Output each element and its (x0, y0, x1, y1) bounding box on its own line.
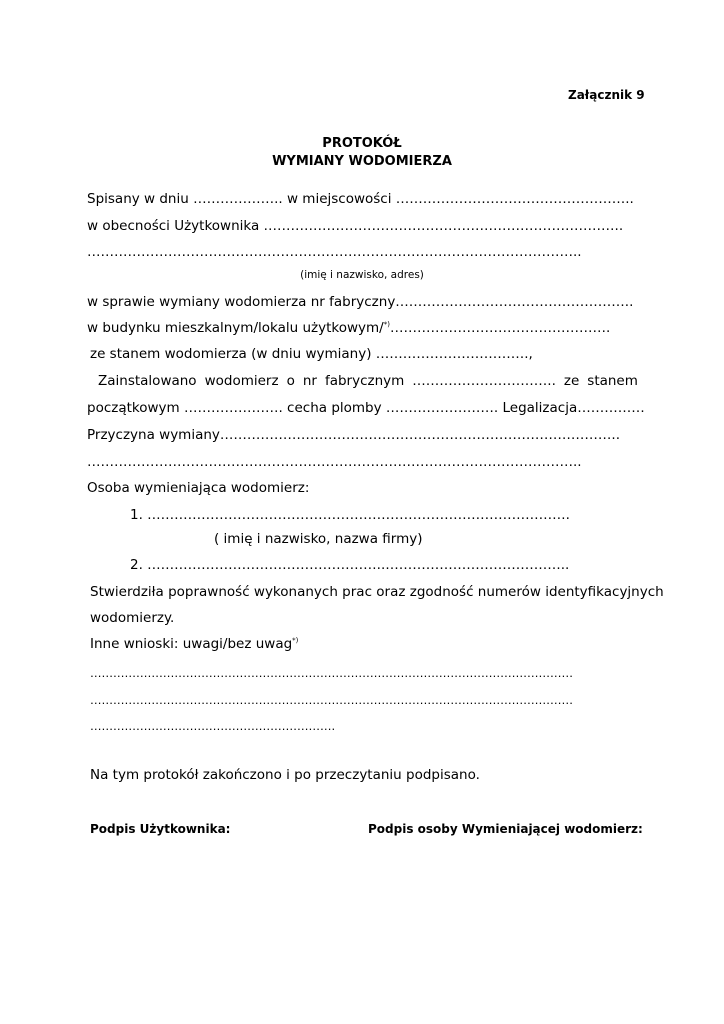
building-dots: …………………………………………. (389, 320, 611, 336)
reason-continuation-line: ……………………………………………………………………………………………….. (87, 454, 582, 470)
replacer-2-line: 2. ……………………………………………..………………………………….. (130, 557, 570, 573)
verification-line-1: Stwierdziła poprawność wykonanych prac oraz zgodność numerów identyfikacyjnych (90, 584, 664, 600)
name-address-caption: (imię i nazwisko, adres) (300, 269, 424, 281)
building-text: w budynku mieszkalnym/lokalu użytkowym/ (87, 320, 384, 336)
initial-reading-line: początkowym …………………. cecha plomby ……………………. Legalizacja…………… (87, 400, 645, 416)
word: o (286, 373, 295, 389)
verification-line-2: wodomierzy. (90, 610, 175, 626)
installed-meter-line (98, 372, 638, 390)
user-address-line: ……………………………………………………………………………………………….. (87, 244, 582, 260)
user-presence-line: w obecności Użytkownika …………………………………………………………………….. (87, 218, 624, 234)
word: ………………………….. (412, 373, 556, 389)
word: Zainstalowano (98, 373, 197, 389)
remarks-dots-3: ………………………………………………………. (90, 719, 336, 733)
footnote-marker: *) (383, 320, 390, 329)
replacer-caption: ( imię i nazwisko, nazwa firmy) (214, 531, 423, 547)
remarks-text: Inne wnioski: uwagi/bez uwag (90, 636, 293, 652)
title-line-1: PROTOKÓŁ (322, 136, 402, 151)
date-place-line: Spisany w dniu ……………….. w miejscowości …………………………………………….. (87, 191, 634, 207)
footnote-marker: *) (292, 636, 299, 645)
closing-statement: Na tym protokół zakończono i po przeczytaniu podpisano. (90, 767, 480, 783)
replacer-signature-label: Podpis osoby Wymieniającej wodomierz: (368, 822, 643, 836)
word: nr (302, 373, 317, 389)
remarks-dots-2: ……………………………………………………………………………………………………………… (90, 693, 573, 707)
replacer-heading: Osoba wymieniająca wodomierz: (87, 480, 310, 496)
word: stanem (587, 373, 638, 389)
remarks-dots-1: ……………………………………………………………………………………………………………… (90, 666, 573, 680)
remarks-line (90, 635, 298, 653)
meter-reading-line: ze stanem wodomierza (w dniu wymiany) ……………………………., (90, 346, 533, 362)
title-line-2: WYMIANY WODOMIERZA (272, 154, 452, 169)
replacer-1-line: 1. …………………………………………………………………………………. (130, 507, 570, 523)
user-signature-label: Podpis Użytkownika: (90, 822, 231, 836)
word: ze (563, 373, 580, 389)
word: fabrycznym (324, 373, 405, 389)
building-line (87, 319, 610, 337)
word: wodomierz (204, 373, 279, 389)
annex-label: Załącznik 9 (568, 88, 645, 102)
meter-serial-line: w sprawie wymiany wodomierza nr fabryczny…………………………………………….. (87, 294, 634, 310)
reason-line: Przyczyna wymiany…………………………………………………………………………….. (87, 427, 620, 443)
